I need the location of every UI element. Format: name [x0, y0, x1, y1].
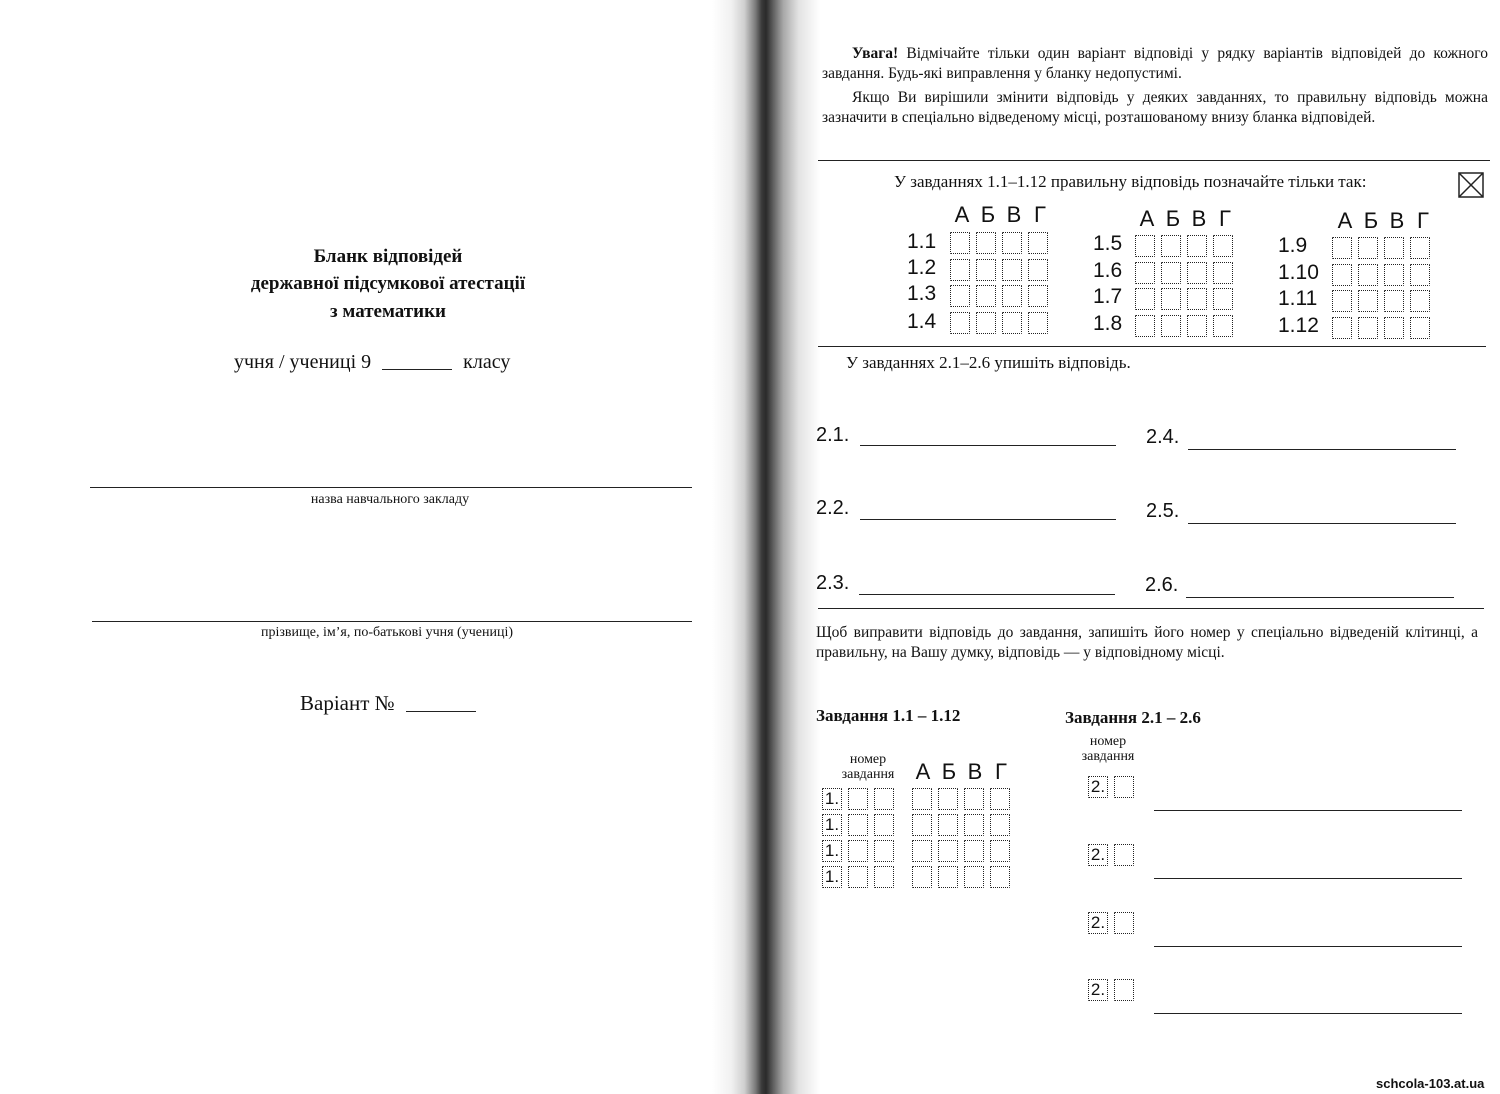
task-label: 1.1	[907, 230, 937, 253]
task-number-box[interactable]: 2.	[1088, 912, 1108, 934]
answer-checkbox[interactable]	[976, 259, 996, 281]
answer-checkbox[interactable]	[938, 840, 958, 862]
answer-checkbox[interactable]	[990, 788, 1010, 810]
answer-checkbox[interactable]	[1161, 288, 1181, 310]
answer-checkbox[interactable]	[1332, 317, 1352, 339]
answer-checkbox[interactable]	[1410, 317, 1430, 339]
answer-checkbox[interactable]	[1002, 259, 1022, 281]
student-name-caption: прізвище, ім’я, по-батькові учня (учениці)	[261, 625, 513, 640]
task-number-box[interactable]	[874, 814, 894, 836]
answer-checkbox[interactable]	[1358, 264, 1378, 286]
answer-line-2-4[interactable]	[1188, 449, 1456, 450]
answer-checkbox[interactable]	[1002, 312, 1022, 334]
task-label: 1.8	[1093, 312, 1123, 335]
task-number-box[interactable]	[848, 788, 868, 810]
letter-g: Г	[1417, 208, 1429, 233]
answer-checkbox[interactable]	[1187, 235, 1207, 257]
task-number-box[interactable]: 1.	[822, 814, 842, 836]
task-number-box[interactable]	[848, 866, 868, 888]
answer-checkbox[interactable]	[1028, 285, 1048, 307]
answer-label-2-5: 2.5.	[1146, 500, 1180, 522]
answer-checkbox[interactable]	[912, 866, 932, 888]
answer-checkbox[interactable]	[1410, 264, 1430, 286]
letter-b: Б	[1363, 208, 1379, 233]
answer-checkbox[interactable]	[1161, 262, 1181, 284]
site-watermark: schcola-103.at.ua	[1376, 1076, 1485, 1091]
write-instruction: У завданнях 2.1–2.6 упишіть відповідь.	[846, 353, 1131, 372]
answer-checkbox[interactable]	[1213, 315, 1233, 337]
variant-line	[300, 691, 476, 716]
answer-checkbox[interactable]	[1358, 290, 1378, 312]
task-label: 1.10	[1278, 261, 1319, 284]
attention-text: Відмічайте тільки один варіант відповіді у рядку варіантів відповідей до кожного завдання. Будь-які виправлення у бланку недопустимі.	[822, 45, 1488, 82]
answer-line-2-5[interactable]	[1188, 523, 1456, 524]
task-label: 1.11	[1278, 287, 1318, 310]
answer-checkbox[interactable]	[964, 840, 984, 862]
task-number-box[interactable]: 1.	[822, 866, 842, 888]
answer-checkbox[interactable]	[1187, 262, 1207, 284]
answer-checkbox[interactable]	[990, 814, 1010, 836]
form-title-line-2: державної підсумкової атестації	[250, 273, 526, 294]
answer-checkbox[interactable]	[912, 840, 932, 862]
change-paragraph: Якщо Ви вирішили змінити відповідь у деяких завданнях, то правильну відповідь можна зазначити в спеціально відведеному місці, розташованому внизу бланка відповідей.	[822, 89, 1488, 126]
class-prefix: учня / учениці 9	[234, 351, 372, 373]
task-label: 1.7	[1093, 285, 1123, 308]
answer-checkbox[interactable]	[938, 814, 958, 836]
task-number-box[interactable]: 2.	[1088, 776, 1108, 798]
answer-checkbox[interactable]	[990, 840, 1010, 862]
answer-line-2-1[interactable]	[860, 445, 1116, 446]
answer-checkbox[interactable]	[938, 866, 958, 888]
letter-b: Б	[1165, 206, 1181, 231]
divider-1	[818, 160, 1490, 161]
task-label: 1.2	[907, 256, 937, 279]
letter-a: А	[915, 759, 931, 784]
task-number-box[interactable]: 2.	[1088, 844, 1108, 866]
answer-line-2-3[interactable]	[859, 594, 1115, 595]
answer-checkbox[interactable]	[976, 312, 996, 334]
answer-checkbox[interactable]	[1410, 237, 1430, 259]
letter-v: В	[1191, 206, 1207, 231]
school-caption: назва навчального закладу	[310, 492, 470, 507]
task-label: 1.12	[1278, 314, 1319, 337]
attention-bold: Увага!	[852, 45, 899, 62]
task-label: 1.6	[1093, 259, 1123, 282]
answer-label-2-1: 2.1.	[816, 424, 850, 446]
task-label: 1.4	[907, 310, 937, 333]
answer-checkbox[interactable]	[1213, 288, 1233, 310]
answer-checkbox[interactable]	[976, 232, 996, 254]
letter-v: В	[967, 759, 983, 784]
answer-label-2-2: 2.2.	[816, 497, 850, 519]
letter-a: А	[954, 202, 970, 227]
form-title-line-3: з математики	[330, 301, 446, 322]
answer-checkbox[interactable]	[1161, 235, 1181, 257]
answer-checkbox[interactable]	[1135, 315, 1155, 337]
answer-checkbox[interactable]	[990, 866, 1010, 888]
answer-checkbox[interactable]	[1213, 235, 1233, 257]
answer-checkbox[interactable]	[976, 285, 996, 307]
answer-checkbox[interactable]	[1028, 312, 1048, 334]
form-title-line-1: Бланк відповідей	[313, 246, 463, 267]
task-label: 1.9	[1278, 234, 1308, 257]
book-gutter-shadow	[712, 0, 820, 1094]
letters-header-correction	[910, 759, 1014, 785]
letters-header-group-2	[1134, 206, 1238, 232]
answer-label-2-6: 2.6.	[1145, 574, 1179, 596]
class-suffix: класу	[463, 351, 511, 373]
task-number-box[interactable]	[1114, 844, 1134, 866]
answer-checkbox[interactable]	[1187, 315, 1207, 337]
task-number-box[interactable]: 2.	[1088, 979, 1108, 1001]
answer-checkbox[interactable]	[912, 814, 932, 836]
answer-checkbox[interactable]	[1213, 262, 1233, 284]
answer-checkbox[interactable]	[1028, 232, 1048, 254]
answer-label-2-4: 2.4.	[1146, 426, 1180, 448]
class-line	[234, 351, 510, 374]
answer-checkbox[interactable]	[964, 866, 984, 888]
answer-checkbox[interactable]	[950, 312, 970, 334]
correction-right-title: Завдання 2.1 – 2.6	[1065, 708, 1201, 727]
correction-paragraph: Щоб виправити відповідь до завдання, запишіть його номер у спеціально відведеній клітинці, а правильну, на Вашу думку, відповідь — у відповідному місці.	[816, 624, 1478, 661]
answer-checkbox[interactable]	[1161, 315, 1181, 337]
variant-blank[interactable]	[406, 711, 476, 712]
correction-answer-line[interactable]	[1154, 810, 1462, 811]
answer-checkbox[interactable]	[1002, 285, 1022, 307]
task-number-box[interactable]	[874, 866, 894, 888]
task-number-box[interactable]	[874, 840, 894, 862]
school-name-line[interactable]	[90, 487, 692, 488]
answer-checkbox[interactable]	[1358, 237, 1378, 259]
task-number-box[interactable]	[1114, 912, 1134, 934]
attention-paragraph	[822, 44, 1488, 84]
task-label: 1.5	[1093, 232, 1123, 255]
letters-header-group-3	[1332, 208, 1436, 234]
answer-line-2-6[interactable]	[1186, 597, 1454, 598]
answer-checkbox[interactable]	[1410, 290, 1430, 312]
letter-a: А	[1337, 208, 1353, 233]
answer-checkbox[interactable]	[1384, 317, 1404, 339]
task-number-label-right: номер завдання	[1081, 734, 1135, 764]
letter-v: В	[1006, 202, 1022, 227]
answer-checkbox[interactable]	[1135, 262, 1155, 284]
answer-checkbox[interactable]	[1028, 259, 1048, 281]
task-number-box[interactable]	[874, 788, 894, 810]
answer-checkbox[interactable]	[1332, 290, 1352, 312]
letter-g: Г	[995, 759, 1007, 784]
answer-checkbox[interactable]	[912, 788, 932, 810]
answer-checkbox[interactable]	[1187, 288, 1207, 310]
answer-checkbox[interactable]	[1384, 237, 1404, 259]
divider-3	[818, 608, 1484, 609]
student-name-line[interactable]	[92, 621, 692, 622]
task-number-box[interactable]	[1114, 979, 1134, 1001]
task-number-label: номер завдання	[841, 752, 895, 782]
letter-a: А	[1139, 206, 1155, 231]
answer-checkbox[interactable]	[1002, 232, 1022, 254]
answer-checkbox[interactable]	[1384, 264, 1404, 286]
answer-checkbox[interactable]	[950, 259, 970, 281]
task-number-box[interactable]	[1114, 776, 1134, 798]
divider-2	[818, 346, 1486, 347]
answer-checkbox[interactable]	[1135, 235, 1155, 257]
answer-checkbox[interactable]	[938, 788, 958, 810]
letter-g: Г	[1034, 202, 1046, 227]
variant-label: Варіант №	[300, 691, 395, 715]
task-number-box[interactable]	[848, 814, 868, 836]
task-label: 1.3	[907, 282, 937, 305]
mark-example-icon	[1458, 172, 1484, 198]
letter-b: Б	[941, 759, 957, 784]
answer-line-2-2[interactable]	[860, 519, 1116, 520]
answer-checkbox[interactable]	[1332, 237, 1352, 259]
letter-g: Г	[1219, 206, 1231, 231]
answer-checkbox[interactable]	[1332, 264, 1352, 286]
correction-answer-line[interactable]	[1154, 946, 1462, 947]
class-blank[interactable]	[382, 369, 452, 370]
answer-label-2-3: 2.3.	[816, 572, 850, 594]
task-number-box[interactable]	[848, 840, 868, 862]
letter-v: В	[1389, 208, 1405, 233]
answer-checkbox[interactable]	[950, 285, 970, 307]
answer-checkbox[interactable]	[964, 814, 984, 836]
answer-checkbox[interactable]	[1135, 288, 1155, 310]
correction-answer-line[interactable]	[1154, 878, 1462, 879]
correction-left-title: Завдання 1.1 – 1.12	[816, 706, 961, 725]
letters-header-group-1	[949, 202, 1053, 228]
answer-checkbox[interactable]	[1358, 317, 1378, 339]
answer-checkbox[interactable]	[950, 232, 970, 254]
letter-b: Б	[980, 202, 996, 227]
answer-checkbox[interactable]	[964, 788, 984, 810]
mark-instruction: У завданнях 1.1–1.12 правильну відповідь позначайте тільки так:	[894, 172, 1367, 191]
task-number-box[interactable]: 1.	[822, 840, 842, 862]
task-number-box[interactable]: 1.	[822, 788, 842, 810]
correction-answer-line[interactable]	[1154, 1013, 1462, 1014]
answer-checkbox[interactable]	[1384, 290, 1404, 312]
